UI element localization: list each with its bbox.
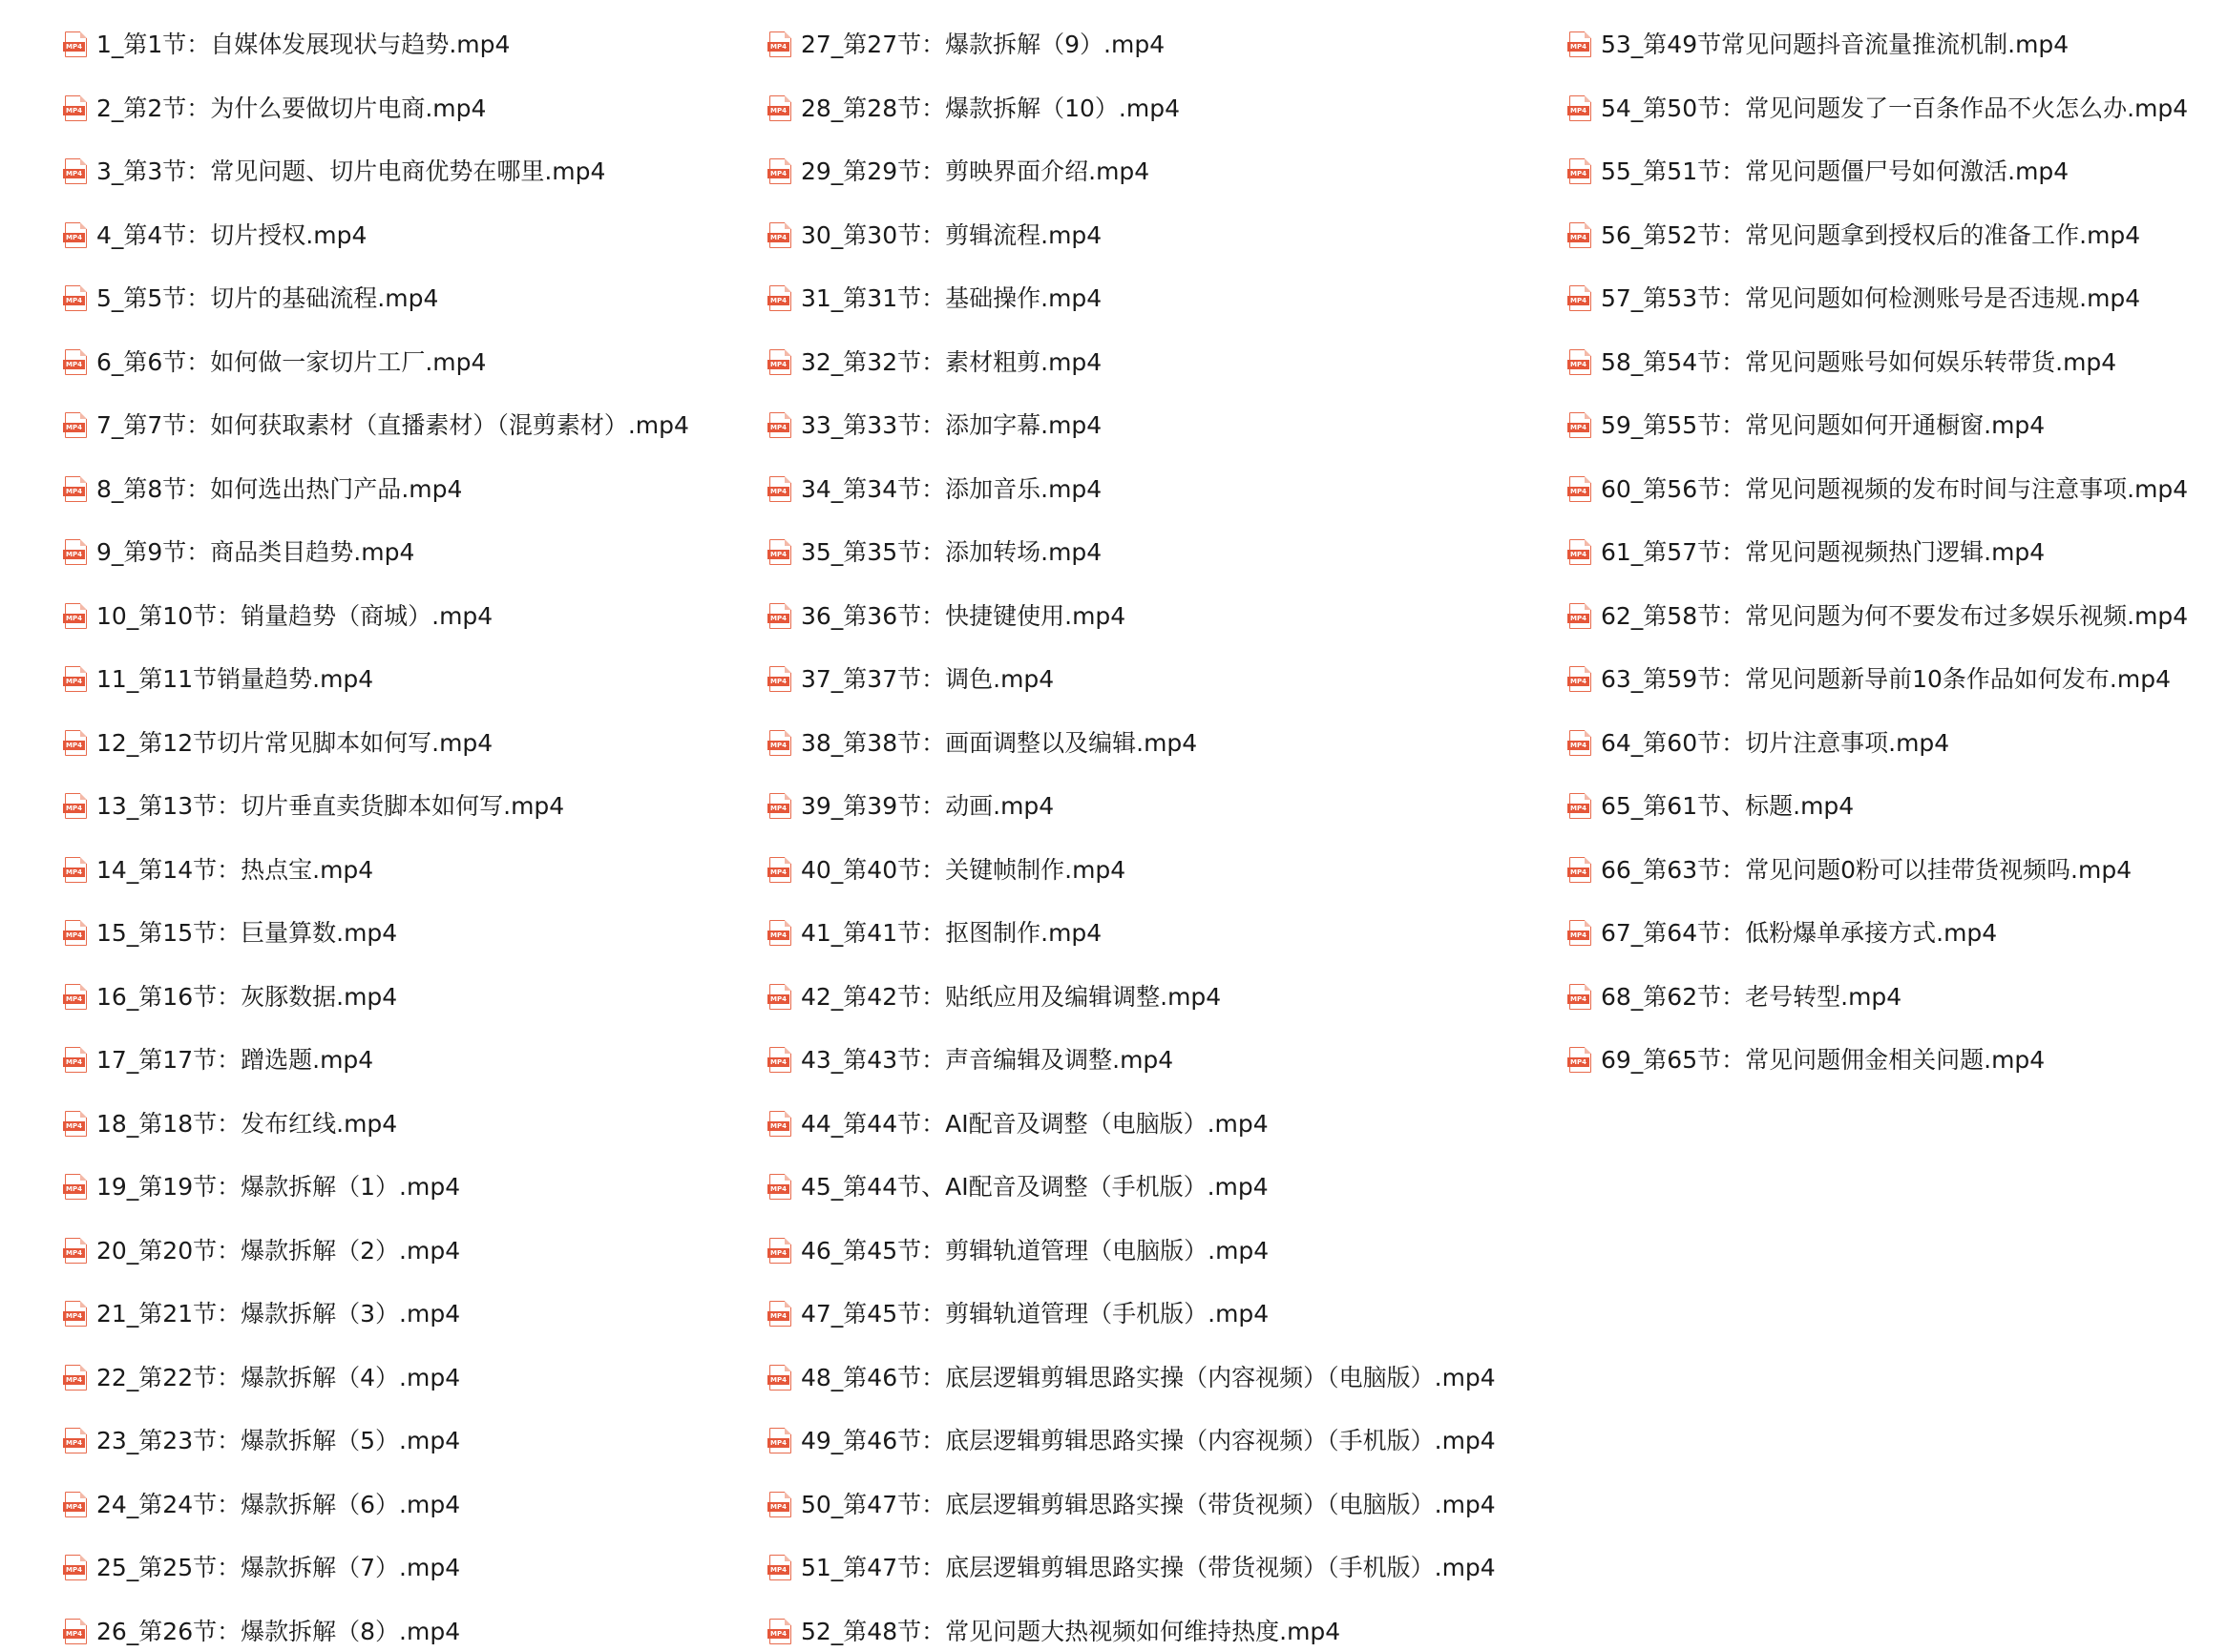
file-name: 66_第63节：常见问题0粉可以挂带货视频吗.mp4 [1601, 855, 2132, 884]
file-name: 35_第35节：添加转场.mp4 [801, 538, 1103, 567]
mp4-file-icon [1567, 984, 1593, 1011]
file-name: 51_第47节：底层逻辑剪辑思路实操（带货视频）（手机版）.mp4 [801, 1554, 1496, 1582]
mp4-file-icon [63, 1365, 89, 1391]
file-name: 10_第10节：销量趋势（商城）.mp4 [96, 601, 494, 630]
file-name: 61_第57节：常见问题视频热门逻辑.mp4 [1601, 538, 2046, 567]
file-name: 46_第45节：剪辑轨道管理（电脑版）.mp4 [801, 1236, 1270, 1265]
mp4-badge: MP4 [63, 423, 85, 432]
mp4-file-icon [63, 730, 89, 757]
file-item[interactable] [767, 1600, 1550, 1652]
file-item[interactable] [63, 839, 750, 903]
file-item[interactable] [1567, 966, 2216, 1030]
mp4-badge: MP4 [63, 296, 85, 305]
file-name: 38_第38节：画面调整以及编辑.mp4 [801, 728, 1198, 757]
mp4-file-icon [63, 793, 89, 820]
mp4-badge: MP4 [63, 233, 85, 242]
file-item[interactable] [63, 712, 750, 776]
mp4-file-icon [767, 1492, 793, 1518]
mp4-badge: MP4 [1567, 169, 1589, 178]
file-name: 65_第61节、标题.mp4 [1601, 792, 1855, 821]
file-item[interactable] [1567, 1029, 2216, 1093]
mp4-file-icon [63, 1047, 89, 1074]
file-item[interactable] [1567, 775, 2216, 839]
mp4-file-icon [1567, 158, 1593, 185]
file-item[interactable] [63, 1537, 750, 1600]
file-name: 60_第56节：常见问题视频的发布时间与注意事项.mp4 [1601, 474, 2189, 503]
mp4-file-icon [767, 1174, 793, 1201]
mp4-file-icon [63, 920, 89, 947]
file-name: 4_第4节：切片授权.mp4 [96, 220, 368, 249]
mp4-badge: MP4 [1567, 677, 1589, 686]
file-name: 42_第42节：贴纸应用及编辑调整.mp4 [801, 982, 1222, 1011]
file-name: 16_第16节：灰豚数据.mp4 [96, 982, 398, 1011]
mp4-badge: MP4 [63, 1057, 85, 1067]
file-item[interactable] [1567, 394, 2216, 458]
file-name: 34_第34节：添加音乐.mp4 [801, 474, 1103, 503]
file-name: 6_第6节：如何做一家切片工厂.mp4 [96, 347, 487, 376]
mp4-file-icon [1567, 666, 1593, 693]
mp4-badge: MP4 [63, 42, 85, 52]
mp4-badge: MP4 [767, 614, 789, 623]
file-item[interactable] [63, 1600, 750, 1652]
mp4-badge: MP4 [1567, 994, 1589, 1004]
mp4-badge: MP4 [63, 614, 85, 623]
mp4-badge: MP4 [767, 1311, 789, 1321]
mp4-file-icon [63, 222, 89, 249]
file-item[interactable] [63, 458, 750, 522]
mp4-badge: MP4 [767, 1375, 789, 1385]
file-name: 32_第32节：素材粗剪.mp4 [801, 347, 1103, 376]
file-name: 27_第27节：爆款拆解（9）.mp4 [801, 31, 1166, 59]
file-name: 24_第24节：爆款拆解（6）.mp4 [96, 1490, 461, 1518]
mp4-file-icon [767, 158, 793, 185]
file-item[interactable] [1567, 902, 2216, 966]
mp4-file-icon [1567, 1047, 1593, 1074]
mp4-file-icon [63, 603, 89, 630]
mp4-badge: MP4 [63, 1121, 85, 1131]
mp4-file-icon [767, 539, 793, 566]
file-item[interactable] [767, 775, 1550, 839]
file-item[interactable] [767, 204, 1550, 268]
file-item[interactable] [63, 204, 750, 268]
mp4-badge: MP4 [1567, 487, 1589, 496]
file-name: 57_第53节：常见问题如何检测账号是否违规.mp4 [1601, 284, 2141, 313]
mp4-badge: MP4 [767, 1629, 789, 1639]
file-name: 20_第20节：爆款拆解（2）.mp4 [96, 1236, 461, 1265]
mp4-file-icon [1567, 31, 1593, 58]
mp4-file-icon [1567, 222, 1593, 249]
mp4-file-icon [767, 1111, 793, 1138]
mp4-file-icon [1567, 857, 1593, 884]
file-name: 3_第3节：常见问题、切片电商优势在哪里.mp4 [96, 157, 606, 186]
mp4-file-icon [767, 285, 793, 312]
mp4-badge: MP4 [1567, 614, 1589, 623]
file-item[interactable] [767, 1347, 1550, 1411]
mp4-file-icon [63, 984, 89, 1011]
mp4-file-icon [63, 1619, 89, 1645]
mp4-badge: MP4 [767, 169, 789, 178]
file-name: 36_第36节：快捷键使用.mp4 [801, 601, 1126, 630]
mp4-badge: MP4 [767, 994, 789, 1004]
file-item[interactable] [767, 458, 1550, 522]
mp4-badge: MP4 [63, 169, 85, 178]
mp4-file-icon [63, 1174, 89, 1201]
file-name: 68_第62节：老号转型.mp4 [1601, 982, 1902, 1011]
file-name: 41_第41节：抠图制作.mp4 [801, 919, 1103, 948]
file-item[interactable] [63, 13, 750, 77]
file-item[interactable] [63, 1474, 750, 1537]
file-item[interactable] [767, 1156, 1550, 1220]
file-item[interactable] [767, 140, 1550, 204]
file-name: 54_第50节：常见问题发了一百条作品不火怎么办.mp4 [1601, 94, 2189, 122]
file-item[interactable] [767, 1220, 1550, 1284]
mp4-file-icon [1567, 412, 1593, 439]
mp4-file-icon [63, 158, 89, 185]
file-item[interactable] [1567, 585, 2216, 649]
file-name: 19_第19节：爆款拆解（1）.mp4 [96, 1173, 461, 1202]
file-item[interactable] [1567, 204, 2216, 268]
file-item[interactable] [767, 1029, 1550, 1093]
mp4-file-icon [63, 1492, 89, 1518]
file-item[interactable] [767, 1537, 1550, 1600]
mp4-badge: MP4 [63, 487, 85, 496]
mp4-badge: MP4 [63, 1565, 85, 1575]
file-item[interactable] [767, 331, 1550, 395]
mp4-badge: MP4 [1567, 550, 1589, 559]
file-item[interactable] [63, 77, 750, 141]
file-name: 22_第22节：爆款拆解（4）.mp4 [96, 1363, 461, 1391]
file-item[interactable] [63, 1283, 750, 1347]
file-item[interactable] [767, 1474, 1550, 1537]
file-item[interactable] [63, 1220, 750, 1284]
file-name: 25_第25节：爆款拆解（7）.mp4 [96, 1554, 461, 1582]
file-name: 21_第21节：爆款拆解（3）.mp4 [96, 1300, 461, 1328]
mp4-badge: MP4 [1567, 804, 1589, 813]
mp4-badge: MP4 [1567, 868, 1589, 877]
file-name: 11_第11节销量趋势.mp4 [96, 665, 374, 694]
file-name: 47_第45节：剪辑轨道管理（手机版）.mp4 [801, 1300, 1270, 1328]
file-name: 59_第55节：常见问题如何开通橱窗.mp4 [1601, 411, 2046, 440]
file-item[interactable] [767, 521, 1550, 585]
mp4-file-icon [1567, 285, 1593, 312]
file-item[interactable] [1567, 140, 2216, 204]
mp4-badge: MP4 [63, 741, 85, 750]
file-item[interactable] [767, 77, 1550, 141]
mp4-file-icon [767, 1047, 793, 1074]
file-name: 17_第17节：蹭选题.mp4 [96, 1046, 374, 1075]
mp4-badge: MP4 [767, 1565, 789, 1575]
mp4-file-icon [63, 1238, 89, 1265]
mp4-file-icon [63, 95, 89, 122]
file-name: 67_第64节：低粉爆单承接方式.mp4 [1601, 919, 1998, 948]
file-name: 37_第37节：调色.mp4 [801, 665, 1055, 694]
file-item[interactable] [63, 775, 750, 839]
mp4-file-icon [767, 666, 793, 693]
file-item[interactable] [767, 13, 1550, 77]
mp4-badge: MP4 [63, 931, 85, 940]
mp4-file-icon [767, 730, 793, 757]
file-item[interactable] [1567, 331, 2216, 395]
mp4-badge: MP4 [767, 487, 789, 496]
mp4-badge: MP4 [767, 233, 789, 242]
mp4-badge: MP4 [767, 423, 789, 432]
file-name: 58_第54节：常见问题账号如何娱乐转带货.mp4 [1601, 347, 2117, 376]
mp4-file-icon [767, 920, 793, 947]
mp4-file-icon [63, 539, 89, 566]
mp4-file-icon [63, 666, 89, 693]
mp4-badge: MP4 [767, 677, 789, 686]
mp4-file-icon [1567, 793, 1593, 820]
mp4-file-icon [1567, 603, 1593, 630]
mp4-badge: MP4 [767, 1121, 789, 1131]
mp4-file-icon [1567, 730, 1593, 757]
file-item[interactable] [63, 394, 750, 458]
mp4-file-icon [767, 1428, 793, 1454]
mp4-badge: MP4 [767, 42, 789, 52]
file-item[interactable] [63, 140, 750, 204]
file-item[interactable] [1567, 712, 2216, 776]
mp4-badge: MP4 [1567, 741, 1589, 750]
file-item[interactable] [1567, 521, 2216, 585]
file-item[interactable] [767, 712, 1550, 776]
file-item[interactable] [63, 1347, 750, 1411]
mp4-badge: MP4 [767, 550, 789, 559]
file-column-2 [767, 0, 1550, 1652]
mp4-badge: MP4 [63, 868, 85, 877]
mp4-badge: MP4 [767, 1248, 789, 1258]
file-column-3 [1567, 0, 2216, 1093]
mp4-badge: MP4 [1567, 42, 1589, 52]
file-name: 30_第30节：剪辑流程.mp4 [801, 220, 1103, 249]
mp4-file-icon [767, 31, 793, 58]
mp4-badge: MP4 [63, 994, 85, 1004]
file-item[interactable] [63, 585, 750, 649]
mp4-badge: MP4 [767, 296, 789, 305]
mp4-badge: MP4 [767, 741, 789, 750]
mp4-file-icon [63, 857, 89, 884]
mp4-badge: MP4 [63, 550, 85, 559]
mp4-file-icon [1567, 95, 1593, 122]
file-name: 15_第15节：巨量算数.mp4 [96, 919, 398, 948]
mp4-file-icon [767, 1555, 793, 1581]
file-item[interactable] [767, 966, 1550, 1030]
file-item[interactable] [767, 585, 1550, 649]
mp4-file-icon [767, 793, 793, 820]
mp4-badge: MP4 [63, 1375, 85, 1385]
file-item[interactable] [63, 331, 750, 395]
mp4-badge: MP4 [767, 360, 789, 369]
mp4-file-icon [767, 1238, 793, 1265]
file-item[interactable] [63, 267, 750, 331]
mp4-file-icon [767, 222, 793, 249]
mp4-badge: MP4 [1567, 360, 1589, 369]
mp4-badge: MP4 [767, 1502, 789, 1512]
mp4-badge: MP4 [1567, 423, 1589, 432]
file-name: 63_第59节：常见问题新导前10条作品如何发布.mp4 [1601, 665, 2172, 694]
mp4-file-icon [767, 1301, 793, 1328]
file-item[interactable] [1567, 267, 2216, 331]
mp4-badge: MP4 [63, 1629, 85, 1639]
file-item[interactable] [63, 648, 750, 712]
mp4-file-icon [63, 412, 89, 439]
mp4-file-icon [63, 1428, 89, 1454]
mp4-file-icon [63, 1555, 89, 1581]
mp4-file-icon [63, 349, 89, 376]
file-name: 40_第40节：关键帧制作.mp4 [801, 855, 1126, 884]
file-name: 28_第28节：爆款拆解（10）.mp4 [801, 94, 1181, 122]
file-name: 50_第47节：底层逻辑剪辑思路实操（带货视频）（电脑版）.mp4 [801, 1490, 1496, 1518]
mp4-badge: MP4 [63, 1311, 85, 1321]
file-item[interactable] [1567, 648, 2216, 712]
file-item[interactable] [1567, 13, 2216, 77]
file-name: 5_第5节：切片的基础流程.mp4 [96, 284, 439, 313]
file-name: 45_第44节、AI配音及调整（手机版）.mp4 [801, 1173, 1269, 1202]
file-name: 33_第33节：添加字幕.mp4 [801, 411, 1103, 440]
mp4-file-icon [767, 603, 793, 630]
mp4-file-icon [767, 95, 793, 122]
file-name: 31_第31节：基础操作.mp4 [801, 284, 1103, 313]
mp4-file-icon [63, 285, 89, 312]
mp4-file-icon [767, 984, 793, 1011]
file-name: 52_第48节：常见问题大热视频如何维持热度.mp4 [801, 1617, 1341, 1645]
mp4-file-icon [1567, 349, 1593, 376]
file-item[interactable] [767, 394, 1550, 458]
mp4-badge: MP4 [767, 1184, 789, 1194]
mp4-badge: MP4 [767, 868, 789, 877]
mp4-badge: MP4 [767, 804, 789, 813]
mp4-file-icon [63, 476, 89, 503]
mp4-badge: MP4 [63, 1184, 85, 1194]
file-name: 49_第46节：底层逻辑剪辑思路实操（内容视频）（手机版）.mp4 [801, 1427, 1496, 1455]
file-name: 26_第26节：爆款拆解（8）.mp4 [96, 1617, 461, 1645]
file-item[interactable] [1567, 458, 2216, 522]
mp4-badge: MP4 [767, 106, 789, 115]
file-item[interactable] [63, 1093, 750, 1157]
file-item[interactable] [767, 1410, 1550, 1474]
file-name: 12_第12节切片常见脚本如何写.mp4 [96, 728, 494, 757]
file-item[interactable] [767, 648, 1550, 712]
mp4-badge: MP4 [767, 931, 789, 940]
file-name: 8_第8节：如何选出热门产品.mp4 [96, 474, 463, 503]
mp4-badge: MP4 [767, 1438, 789, 1448]
mp4-badge: MP4 [63, 804, 85, 813]
file-item[interactable] [63, 902, 750, 966]
file-name: 64_第60节：切片注意事项.mp4 [1601, 728, 1950, 757]
file-name: 43_第43节：声音编辑及调整.mp4 [801, 1046, 1174, 1075]
mp4-badge: MP4 [63, 1438, 85, 1448]
file-column-1 [63, 0, 750, 1652]
mp4-file-icon [1567, 539, 1593, 566]
mp4-badge: MP4 [63, 106, 85, 115]
mp4-file-icon [63, 1111, 89, 1138]
file-name: 2_第2节：为什么要做切片电商.mp4 [96, 94, 487, 122]
file-item[interactable] [767, 1093, 1550, 1157]
file-item[interactable] [1567, 839, 2216, 903]
file-name: 1_第1节：自媒体发展现状与趋势.mp4 [96, 31, 511, 59]
file-name: 62_第58节：常见问题为何不要发布过多娱乐视频.mp4 [1601, 601, 2189, 630]
mp4-file-icon [767, 476, 793, 503]
file-item[interactable] [63, 1156, 750, 1220]
mp4-badge: MP4 [63, 360, 85, 369]
mp4-badge: MP4 [63, 677, 85, 686]
file-name: 7_第7节：如何获取素材（直播素材）（混剪素材）.mp4 [96, 411, 689, 440]
mp4-badge: MP4 [1567, 296, 1589, 305]
mp4-badge: MP4 [1567, 931, 1589, 940]
file-item[interactable] [63, 1029, 750, 1093]
file-item[interactable] [63, 521, 750, 585]
file-item[interactable] [767, 1283, 1550, 1347]
file-name: 23_第23节：爆款拆解（5）.mp4 [96, 1427, 461, 1455]
mp4-file-icon [767, 1619, 793, 1645]
file-name: 48_第46节：底层逻辑剪辑思路实操（内容视频）（电脑版）.mp4 [801, 1363, 1496, 1391]
file-item[interactable] [767, 267, 1550, 331]
mp4-badge: MP4 [63, 1248, 85, 1258]
file-item[interactable] [63, 1410, 750, 1474]
file-name: 9_第9节：商品类目趋势.mp4 [96, 538, 415, 567]
mp4-badge: MP4 [1567, 233, 1589, 242]
file-item[interactable] [767, 902, 1550, 966]
mp4-file-icon [767, 857, 793, 884]
mp4-file-icon [767, 412, 793, 439]
mp4-file-icon [63, 31, 89, 58]
mp4-badge: MP4 [1567, 1057, 1589, 1067]
mp4-file-icon [63, 1301, 89, 1328]
file-name: 18_第18节：发布红线.mp4 [96, 1109, 398, 1138]
mp4-file-icon [767, 349, 793, 376]
file-name: 13_第13节：切片垂直卖货脚本如何写.mp4 [96, 792, 565, 821]
file-name: 53_第49节常见问题抖音流量推流机制.mp4 [1601, 31, 2069, 59]
file-name: 56_第52节：常见问题拿到授权后的准备工作.mp4 [1601, 220, 2141, 249]
mp4-badge: MP4 [767, 1057, 789, 1067]
file-name: 14_第14节：热点宝.mp4 [96, 855, 374, 884]
file-name: 69_第65节：常见问题佣金相关问题.mp4 [1601, 1046, 2046, 1075]
mp4-file-icon [1567, 920, 1593, 947]
file-item[interactable] [1567, 77, 2216, 141]
file-name: 29_第29节：剪映界面介绍.mp4 [801, 157, 1150, 186]
file-item[interactable] [63, 966, 750, 1030]
file-name: 44_第44节：AI配音及调整（电脑版）.mp4 [801, 1109, 1269, 1138]
mp4-badge: MP4 [63, 1502, 85, 1512]
mp4-badge: MP4 [1567, 106, 1589, 115]
file-name: 55_第51节：常见问题僵尸号如何激活.mp4 [1601, 157, 2069, 186]
mp4-file-icon [1567, 476, 1593, 503]
file-name: 39_第39节：动画.mp4 [801, 792, 1055, 821]
mp4-file-icon [767, 1365, 793, 1391]
file-item[interactable] [767, 839, 1550, 903]
